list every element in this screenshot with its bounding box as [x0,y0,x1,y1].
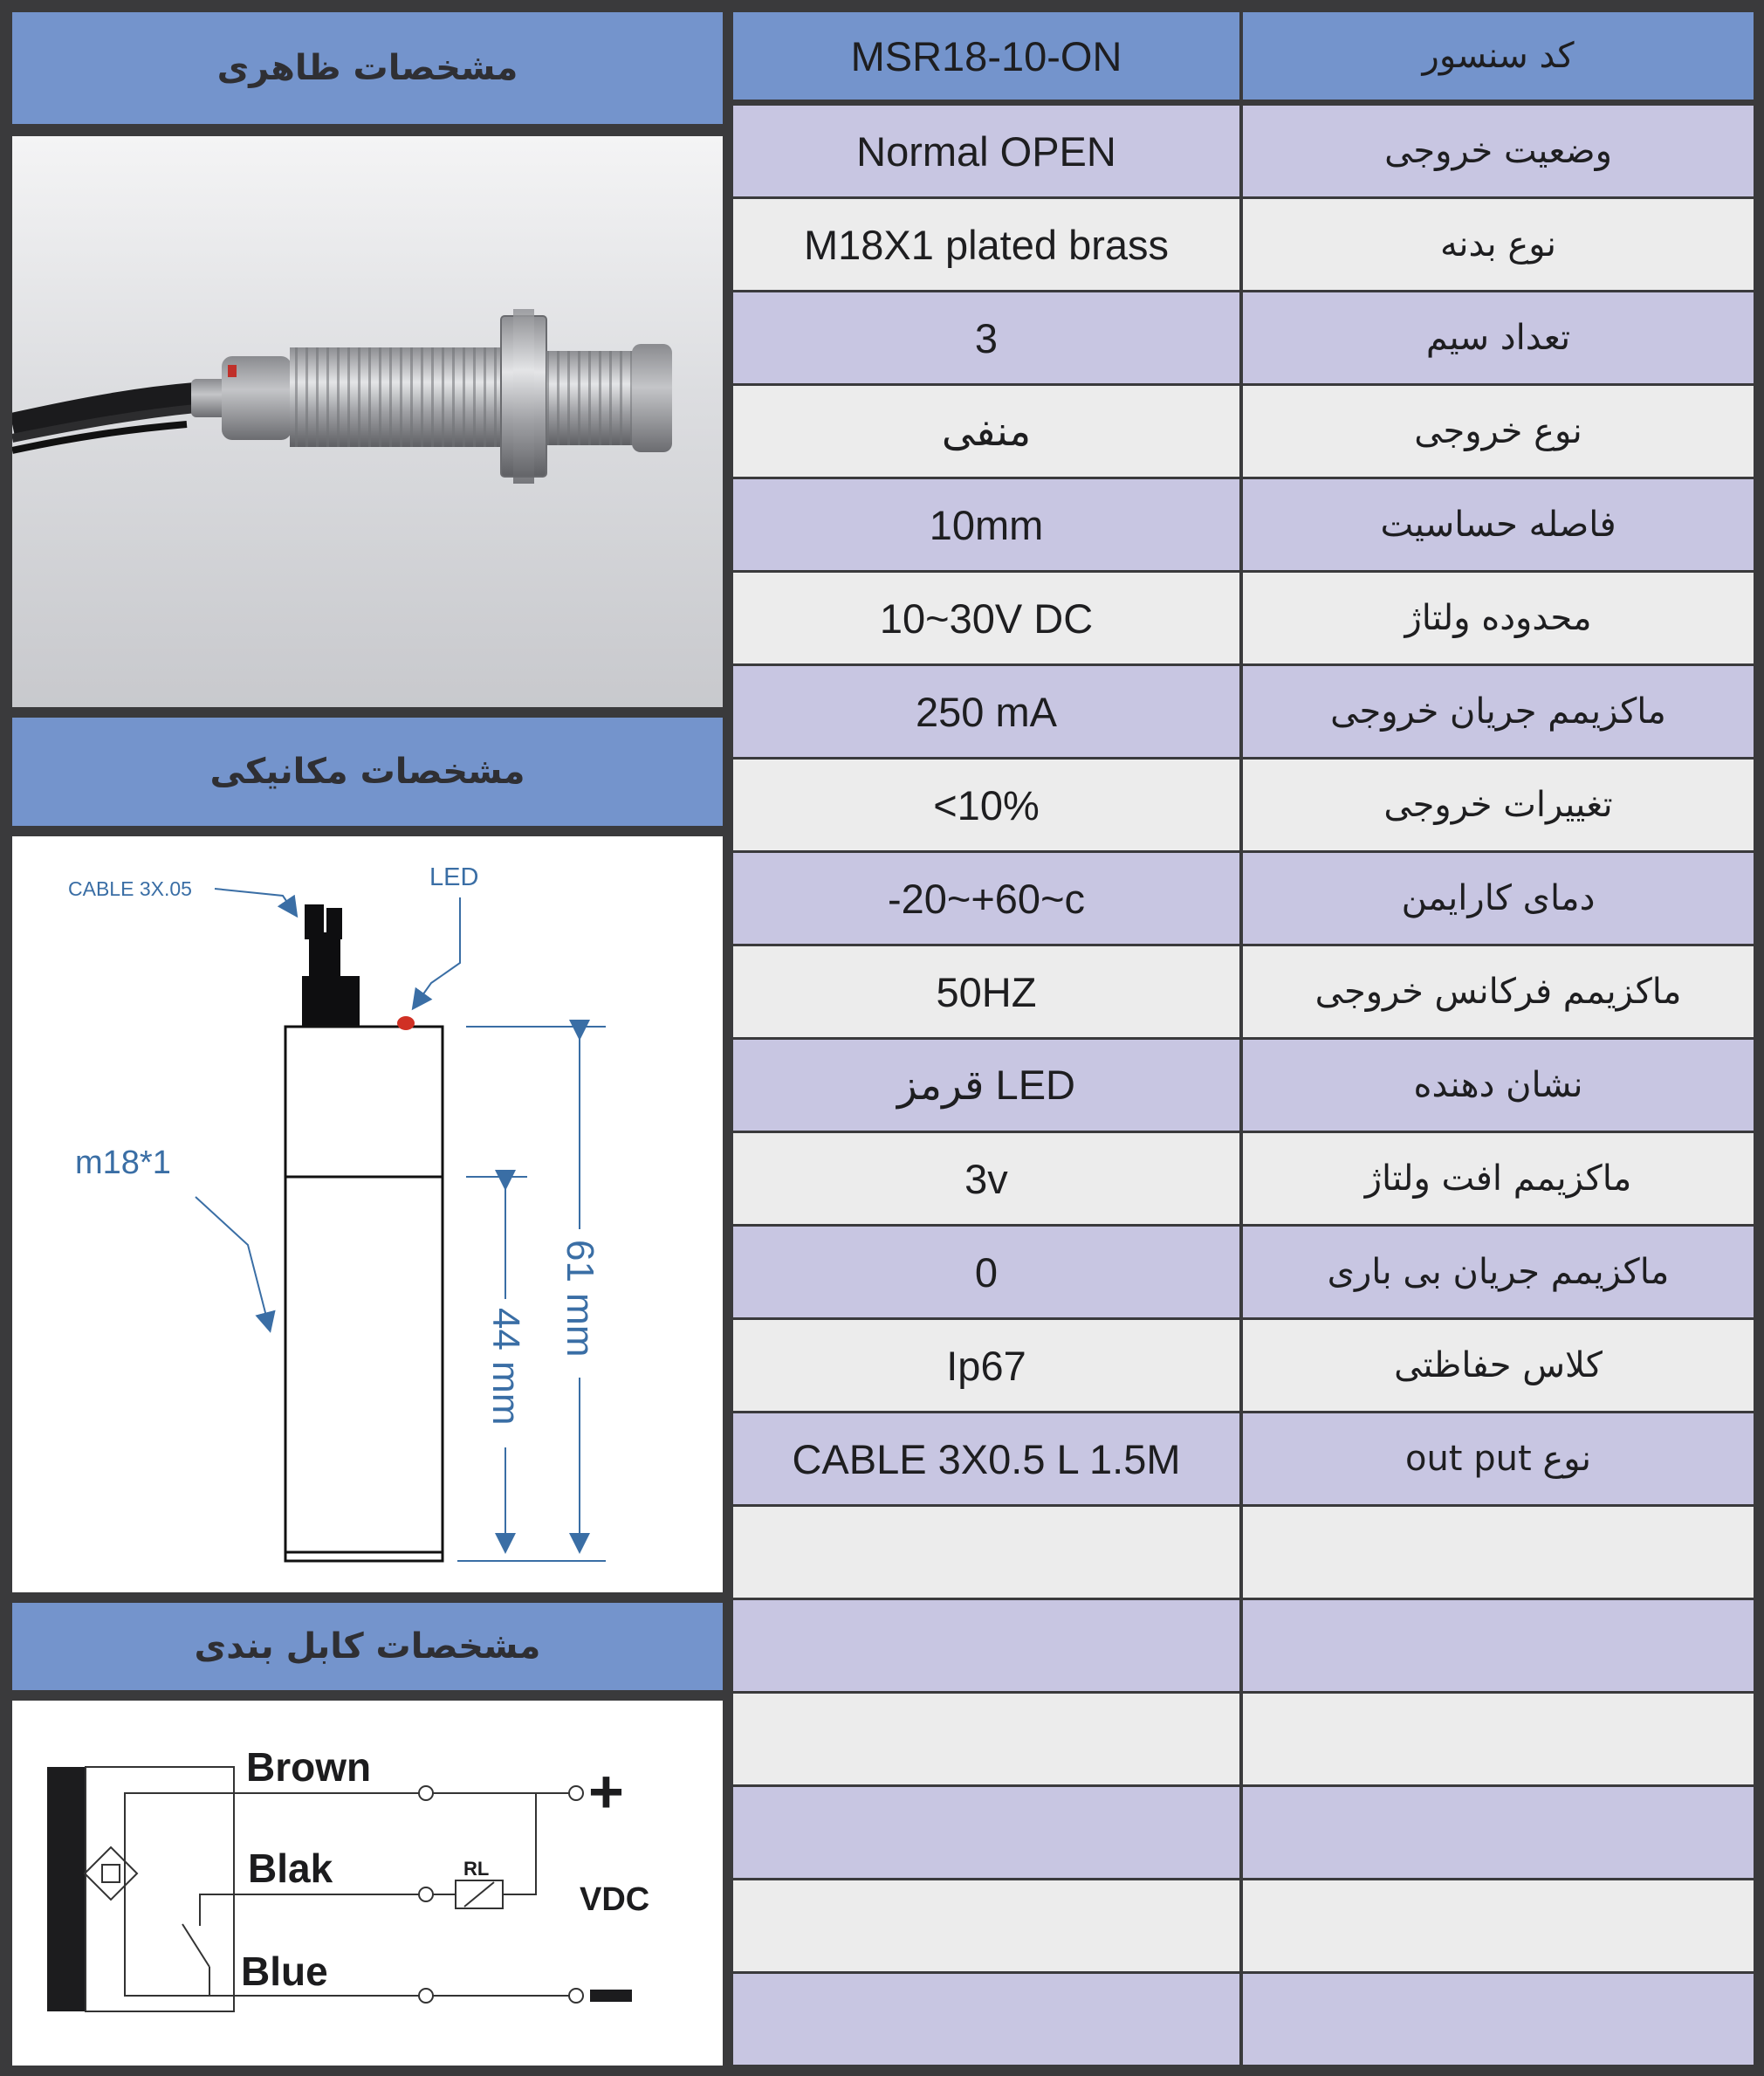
appearance-title: مشخصات ظاهری [216,48,518,88]
mechanical-title: مشخصات مکانیکی [209,752,525,792]
spec-row [733,666,1754,757]
sensor-body [285,1027,443,1561]
spec-row [733,1694,1754,1784]
wiring-header [12,1603,723,1690]
spec-row [733,946,1754,1037]
spec-label: تعداد سیم [1243,292,1754,383]
spec-row [733,1133,1754,1224]
total-length-label: 61 mm [559,1240,601,1358]
spec-label: فاصله حساسیت [1243,479,1754,570]
spec-value: 0 [733,1227,1239,1317]
wiring-diagram [12,1701,723,2066]
spec-value [733,1600,1239,1691]
vdc-label: VDC [580,1881,650,1918]
led-indicator [228,365,237,377]
minus-symbol [590,1990,632,2002]
spec-value [733,1880,1239,1971]
mechanical-drawing [12,836,723,1592]
black-wire-label: Blak [248,1846,333,1891]
spec-value: 250 mA [733,666,1239,757]
spec-label: تغییرات خروجی [1243,760,1754,850]
spec-label: نوع خروجی [1243,386,1754,477]
spec-row [733,760,1754,850]
spec-row [733,1040,1754,1131]
thread-label: m18*1 [75,1145,171,1181]
spec-row [733,1880,1754,1971]
spec-row [733,1787,1754,1878]
spec-value [733,1974,1239,2065]
sensor-image [12,136,723,707]
spec-row [733,292,1754,383]
spec-label: دمای کارایمن [1243,853,1754,944]
spec-value: 3v [733,1133,1239,1224]
spec-label: کد سنسور [1243,12,1754,100]
spec-row [733,1320,1754,1411]
spec-label [1243,1787,1754,1878]
spec-label [1243,1600,1754,1691]
spec-label: ماکزیمم افت ولتاژ [1243,1133,1754,1224]
spec-row [733,479,1754,570]
spec-label: نشان دهنده [1243,1040,1754,1131]
sensor-photo [12,136,723,707]
spec-value: -20~+60~c [733,853,1239,944]
appearance-header [12,12,723,124]
spec-label: کلاس حفاظتی [1243,1320,1754,1411]
spec-label: وضعیت خروجی [1243,106,1754,196]
mechanical-header [12,718,723,826]
spec-value: 50HZ [733,946,1239,1037]
spec-label: محدوده ولتاژ [1243,573,1754,663]
spec-value: Ip67 [733,1320,1239,1411]
spec-label [1243,1507,1754,1598]
spec-row [733,1600,1754,1691]
spec-value: 10~30V DC [733,573,1239,663]
spec-label [1243,1880,1754,1971]
blue-wire-label: Blue [241,1949,328,1994]
spec-value [733,1694,1239,1784]
spec-label [1243,1974,1754,2065]
plus-symbol: + [588,1757,624,1825]
spec-row [733,1507,1754,1598]
spec-label: نوع out put [1243,1413,1754,1504]
spec-row [733,1227,1754,1317]
spec-label: ماکزیمم فرکانس خروجی [1243,946,1754,1037]
spec-value [733,1507,1239,1598]
spec-row [733,1413,1754,1504]
led-dot [397,1016,415,1030]
spec-row [733,386,1754,477]
spec-value: M18X1 plated brass [733,199,1239,290]
spec-value: Normal OPEN [733,106,1239,196]
spec-row [733,1974,1754,2065]
relay-label: RL [463,1858,490,1880]
brown-wire-label: Brown [246,1744,372,1790]
spec-row [733,12,1754,100]
spec-label: ماکزیمم جریان خروجی [1243,666,1754,757]
spec-value: CABLE 3X0.5 L 1.5M [733,1413,1239,1504]
spec-label: نوع بدنه [1243,199,1754,290]
spec-value: <10% [733,760,1239,850]
spec-row [733,853,1754,944]
spec-row [733,106,1754,196]
wiring-title: مشخصات کابل بندی [194,1626,541,1667]
spec-value [733,1787,1239,1878]
dimension-drawing [12,836,723,1592]
spec-value: قرمز LED [733,1040,1239,1131]
spec-label [1243,1694,1754,1784]
led-label: LED [429,863,479,891]
cable-label: CABLE 3X.05 [68,877,192,900]
spec-label: ماکزیمم جریان بی باری [1243,1227,1754,1317]
spec-value: 10mm [733,479,1239,570]
spec-value: منفی [733,386,1239,477]
spec-row [733,573,1754,663]
spec-row [733,199,1754,290]
spec-value: 3 [733,292,1239,383]
spec-value: MSR18-10-ON [733,12,1239,100]
wiring-schematic [12,1701,723,2066]
thread-length-label: 44 mm [484,1308,527,1426]
